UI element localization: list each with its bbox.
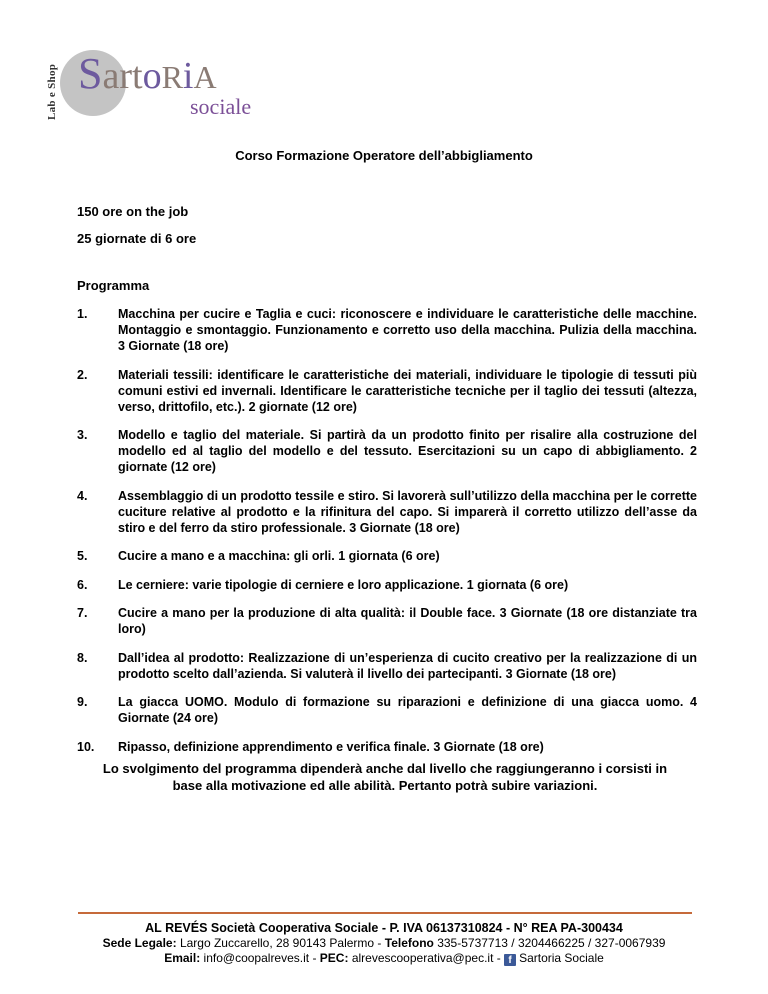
- footer-tel-label: Telefono: [384, 936, 434, 950]
- program-item-text: Cucire a mano e a macchina: gli orli. 1 giornata (6 ore): [118, 549, 440, 563]
- program-list: [77, 306, 697, 767]
- facebook-icon[interactable]: f: [504, 954, 516, 966]
- program-item-number: 4.: [77, 488, 88, 503]
- program-item-text: Le cerniere: varie tipologie di cerniere e loro applicazione. 1 giornata (6 ore): [118, 577, 569, 592]
- program-item: [77, 577, 697, 593]
- program-item-number: 8.: [77, 650, 88, 665]
- footer-separator: -: [493, 951, 505, 965]
- program-item-number: 5.: [77, 549, 88, 563]
- program-item-text: Materiali tessili: identificare le caratteristiche dei materiali, individuare le tipologie di tessuti più comuni estivi ed invernali. Identificare le caratteristiche tecniche per il taglio dei tessuti (altezza, verso, drittofilo, etc.). 2 giornate (12 ore): [118, 367, 697, 414]
- footer-pec-label: PEC:: [319, 951, 349, 965]
- logo-subtitle: sociale: [190, 94, 252, 119]
- program-item: [77, 548, 697, 564]
- logo-letter-r: R: [161, 59, 183, 95]
- logo-tagline: Lab e Shop: [46, 63, 58, 120]
- footer-contact-line: [0, 951, 768, 966]
- program-item-number: 6.: [77, 577, 88, 592]
- program-item-text: Cucire a mano per la produzione di alta qualità: il Double face. 3 Giornate (18 ore distanziate tra loro): [118, 606, 697, 636]
- program-item: [77, 488, 697, 536]
- program-item-text: Dall’idea al prodotto: Realizzazione di un’esperienza di cucito creativo per la realizzazione di un prodotto scelto dall’azienda. Si valuterà il livello dei partecipanti. 3 Giornate (18 ore): [118, 650, 697, 681]
- footer-separator: -: [374, 936, 385, 950]
- logo: [0, 0, 285, 150]
- footer-company-line: AL REVÉS Società Cooperativa Sociale - P. IVA 06137310824 - N° REA PA-300434: [145, 921, 623, 935]
- footer-pec-value[interactable]: alrevescooperativa@pec.it: [351, 951, 494, 965]
- hours-line: 150 ore on the job: [77, 204, 189, 219]
- program-item-number: 9.: [77, 695, 88, 709]
- program-item: [77, 367, 697, 415]
- footer-divider: [78, 912, 692, 914]
- footer-sede-label: Sede Legale:: [102, 936, 177, 950]
- program-item-text: Ripasso, definizione apprendimento e verifica finale. 3 Giornate (18 ore): [118, 739, 544, 754]
- program-item-number: 10.: [77, 739, 95, 754]
- program-item: [77, 694, 697, 726]
- footer-tel-value: 335-5737713 / 3204466225 / 327-0067939: [437, 936, 666, 950]
- logo-wordmark: [78, 49, 217, 98]
- days-line: 25 giornate di 6 ore: [77, 231, 197, 246]
- program-item-text: Macchina per cucire e Taglia e cuci: riconoscere e individuare le caratteristiche delle macchine. Montaggio e smontaggio. Funzionamento e corretto uso della macchina. Pulizia della macchina. 3 Giornate (18 ore): [118, 307, 697, 353]
- program-item-text: La giacca UOMO. Modulo di formazione su riparazioni e definizione di una giacca uomo. 4 Giornate (24 ore): [118, 695, 697, 725]
- program-item: [77, 306, 697, 354]
- program-item-text: Modello e taglio del materiale. Si partirà da un prodotto finito per risalire alla costruzione del modello ed al taglio del modello e del tessuto. Esercitazioni su un capo di abbigliamento. 2 giornate (12 ore): [118, 428, 697, 474]
- program-item-text: Assemblaggio di un prodotto tessile e stiro. Si lavorerà sull’utilizzo della macchina per le corrette cuciture relative al prodotto e la rifinitura del capo. Si imparerà il corretto utilizzo dell’asse da stiro e del ferro da stiro professionale. 3 Giornate (18 ore): [118, 488, 697, 535]
- footer-email-value[interactable]: info@coopalreves.it: [203, 951, 310, 965]
- program-item-number: 1.: [77, 307, 88, 321]
- program-item-number: 2.: [77, 367, 88, 382]
- footer-separator: -: [309, 951, 320, 965]
- logo-letter-s: S: [78, 49, 103, 98]
- closing-note: Lo svolgimento del programma dipenderà anche dal livello che raggiungeranno i corsisti in base alla motivazione ed alle abilità. Pertanto potrà subire variazioni.: [102, 761, 668, 793]
- program-item-number: 7.: [77, 606, 88, 620]
- program-item-number: 3.: [77, 428, 88, 442]
- footer-email-label: Email:: [164, 951, 201, 965]
- program-item: [77, 739, 697, 755]
- footer-sede-value: Largo Zuccarello, 28 90143 Palermo: [179, 936, 375, 950]
- logo-letter-a: A: [193, 59, 217, 95]
- document-title: Corso Formazione Operatore dell’abbigliamento: [235, 148, 533, 163]
- logo-letter-i: i: [182, 55, 194, 97]
- program-item: [77, 605, 697, 637]
- footer-address-line: [0, 936, 768, 951]
- program-item: [77, 650, 697, 682]
- logo-letters-art: art: [102, 55, 143, 97]
- logo-letter-o: o: [142, 55, 162, 97]
- footer-facebook-value[interactable]: Sartoria Sociale: [519, 951, 604, 965]
- program-item: [77, 427, 697, 475]
- footer: [0, 921, 768, 966]
- program-heading: Programma: [77, 278, 150, 293]
